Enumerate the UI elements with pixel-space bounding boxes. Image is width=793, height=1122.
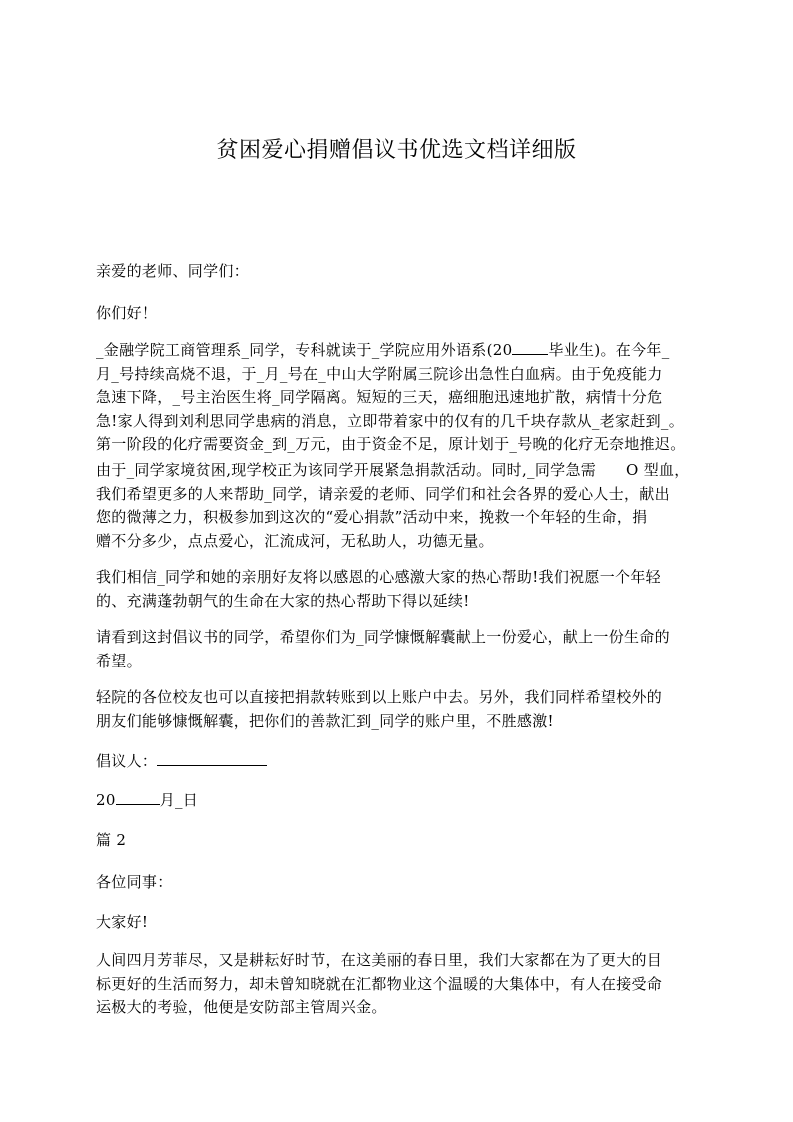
date-line — [96, 789, 710, 813]
paragraph-line — [96, 339, 710, 363]
paragraph-line: 朋友们能够慷慨解囊，把你们的善款汇到_同学的账户里，不胜感激! — [96, 711, 554, 730]
paragraph-line: 月_号持续高烧不退，于_月_号在_中山大学附属三院诊出急性白血病。由于免疫能力 — [96, 364, 663, 383]
greeting-2: 各位同事： — [96, 873, 173, 891]
paragraph-line — [96, 459, 710, 483]
salutation-2: 大家好! — [96, 913, 149, 931]
paragraph-line: 您的微薄之力，积极参加到这次的“爱心捐款”活动中来，挽救一个年轻的生命，捐 — [96, 508, 648, 526]
text-segment: 由于_同学家境贫困,现学校正为该同学开展紧急捐款活动。同时,_同学急需 — [96, 461, 597, 479]
document-title: 贫困爱心捐赠倡议书优选文档详细版 — [216, 138, 577, 163]
date-blank — [116, 790, 160, 805]
paragraph-1 — [96, 339, 710, 457]
paragraph-line: 希望。 — [96, 651, 142, 670]
paragraph-2 — [96, 459, 710, 553]
text-segment: O 型血， — [626, 461, 690, 479]
paragraph-line: 人间四月芳菲尽，又是耕耘好时节，在这美丽的春日里，我们大家都在为了更大的目 — [96, 951, 663, 969]
paragraph-3 — [96, 566, 710, 613]
text-segment: _金融学院工商管理系_同学，专科就读于_学院应用外语系(20 — [96, 341, 513, 359]
date-prefix: 20 — [96, 791, 116, 809]
paragraph-4 — [96, 626, 710, 673]
initiator-line — [96, 750, 710, 774]
greeting: 亲爱的老师、同学们： — [96, 262, 250, 280]
signature-blank — [157, 751, 267, 766]
section-2-label: 篇 2 — [96, 831, 127, 849]
text-segment: 毕业生)。在今年_ — [548, 341, 670, 359]
paragraph-line: 标更好的生活而努力，却未曾知晓就在汇都物业这个温暖的大集体中，有人在接受命 — [96, 974, 663, 993]
paragraph-line: 运极大的考验，他便是安防部主管周兴金。 — [96, 998, 387, 1016]
paragraph-line: 的、充满蓬勃朝气的生命在大家的热心帮助下得以延续! — [96, 591, 470, 610]
fill-blank — [512, 340, 548, 355]
paragraph-line: 我们相信_同学和她的亲朋好友将以感恩的心感激大家的热心帮助!我们祝愿一个年轻 — [96, 568, 661, 586]
paragraph-line: 急!家人得到刘利思同学患病的消息，立即带着家中的仅有的几千块存款从_老家赶到_。 — [96, 411, 685, 430]
paragraph-line: 第一阶段的化疗需要资金_到_万元，由于资金不足，原计划于_号晚的化疗无奈地推迟。 — [96, 435, 686, 453]
paragraph-6 — [96, 949, 710, 1020]
date-suffix: 月_日 — [159, 791, 199, 809]
paragraph-line: 请看到这封倡议书的同学，希望你们为_同学慷慨解囊献上一份爱心，献上一份生命的 — [96, 628, 670, 646]
paragraph-line: 赠不分多少，点点爱心，汇流成河，无私助人，功德无量。 — [96, 531, 494, 550]
initiator-label: 倡议人： — [96, 752, 158, 770]
paragraph-line: 急速下降，_号主治医生将_同学隔离。短短的三天，癌细胞迅速地扩散，病情十分危 — [96, 388, 663, 406]
salutation: 你们好！ — [96, 304, 158, 322]
paragraph-5 — [96, 686, 710, 733]
paragraph-line: 轻院的各位校友也可以直接把捐款转账到以上账户中去。另外，我们同样希望校外的 — [96, 688, 663, 706]
paragraph-line: 我们希望更多的人来帮助_同学，请亲爱的老师、同学们和社会各界的爱心人士，献出 — [96, 484, 670, 503]
